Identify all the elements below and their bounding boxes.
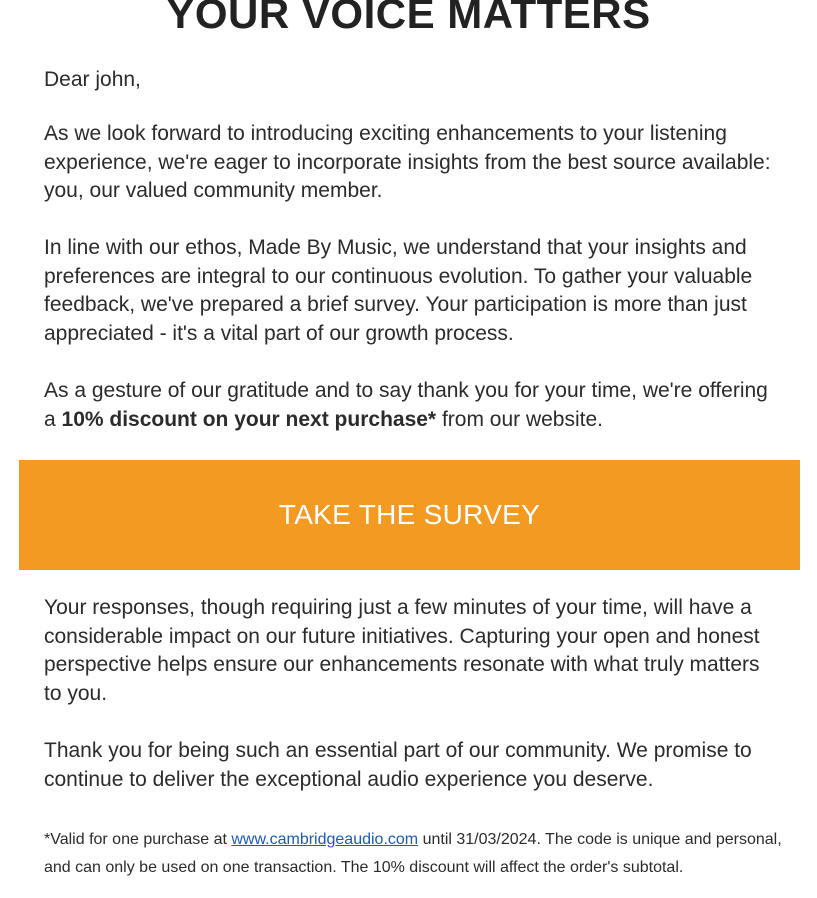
responses-paragraph [44,594,779,709]
discount-highlight: 10% discount on your next purchase* [61,407,437,431]
intro-paragraph-text: As we look forward to introducing exciting enhancements to your listening experience, we're eager to incorporate insights from the best source available: you, our valued community member. [44,122,771,203]
headline: YOUR VOICE MATTERS [166,0,651,37]
greeting-text: Dear john, [44,68,141,91]
responses-paragraph-text: Your responses, though requiring just a few minutes of your time, will have a considerable impact on our future initiatives. Capturing your open and honest perspective helps ensure our enhancements resonate with what truly matters to you. [44,596,760,706]
ethos-paragraph-text: In line with our ethos, Made By Music, we understand that your insights and preferences are integral to our continuous evolution. To gather your valuable feedback, we've prepared a brief survey. Your participation is more than just appreciated - it's a vital part of our growth process. [44,236,753,346]
discount-text-after: from our website. [436,407,604,431]
footnote-text-after: until 31/03/2024. The code is unique and personal, and can only be used on one transaction. The 10% discount will affect the order's subtotal. [44,831,782,876]
thank-you-paragraph [44,737,779,794]
footnote-text-before: *Valid for one purchase at [44,831,232,848]
terms-footnote [44,826,784,882]
website-link[interactable]: www.cambridgeaudio.com [231,831,419,848]
thank-you-paragraph-text: Thank you for being such an essential part of our community. We promise to continue to deliver the exceptional audio experience you deserve. [44,739,752,791]
take-survey-button[interactable]: TAKE THE SURVEY [19,460,800,570]
discount-paragraph [44,377,779,434]
discount-paragraph-text [44,377,779,434]
greeting [44,66,779,95]
ethos-paragraph [44,234,779,349]
discount-text-before: As a gesture of our gratitude and to say thank you for your time, we're offering a [44,379,768,431]
intro-paragraph [44,120,779,206]
